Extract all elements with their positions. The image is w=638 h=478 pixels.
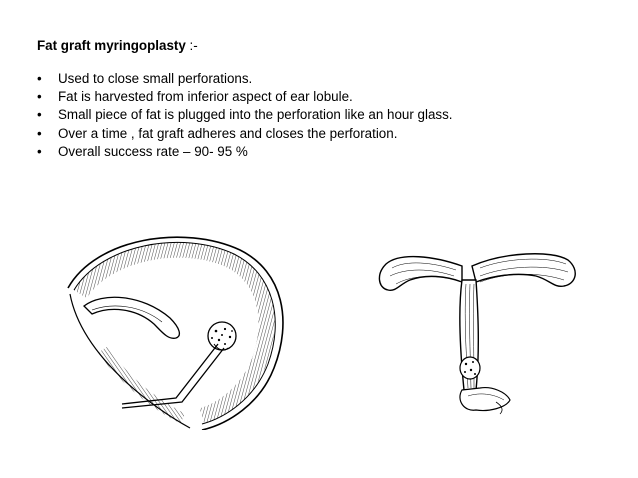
bullet-dot: • (37, 143, 42, 159)
tympanic-membrane-fat-plug-illustration (62, 232, 294, 430)
bullet-text: Small piece of fat is plugged into the perforation like an hour glass. (58, 107, 453, 123)
fat-graft-icon (460, 357, 480, 379)
bullet-dot: • (37, 125, 42, 141)
slide-title-text: Fat graft myringoplasty (37, 38, 186, 53)
bullet-dot: • (37, 71, 42, 86)
bullet-item (37, 88, 453, 106)
bullet-text: Used to close small perforations. (58, 71, 253, 86)
bullet-item (37, 106, 453, 124)
fat-plug-icon (208, 322, 236, 350)
bullet-dot: • (37, 107, 42, 123)
bullet-item (37, 143, 453, 161)
slide-title (37, 38, 198, 53)
bullet-text: Over a time , fat graft adheres and closes the perforation. (58, 125, 398, 141)
bullet-item (37, 125, 453, 143)
bullet-text: Fat is harvested from inferior aspect of ear lobule. (58, 89, 353, 105)
hourglass-fat-graft-cross-section-illustration (376, 240, 580, 418)
bullet-text: Overall success rate – 90- 95 % (58, 143, 248, 159)
bullet-list (37, 70, 453, 161)
bullet-dot: • (37, 89, 42, 105)
slide-title-suffix: :- (185, 38, 198, 53)
bullet-item (37, 70, 453, 88)
forceps-icon (122, 344, 228, 408)
